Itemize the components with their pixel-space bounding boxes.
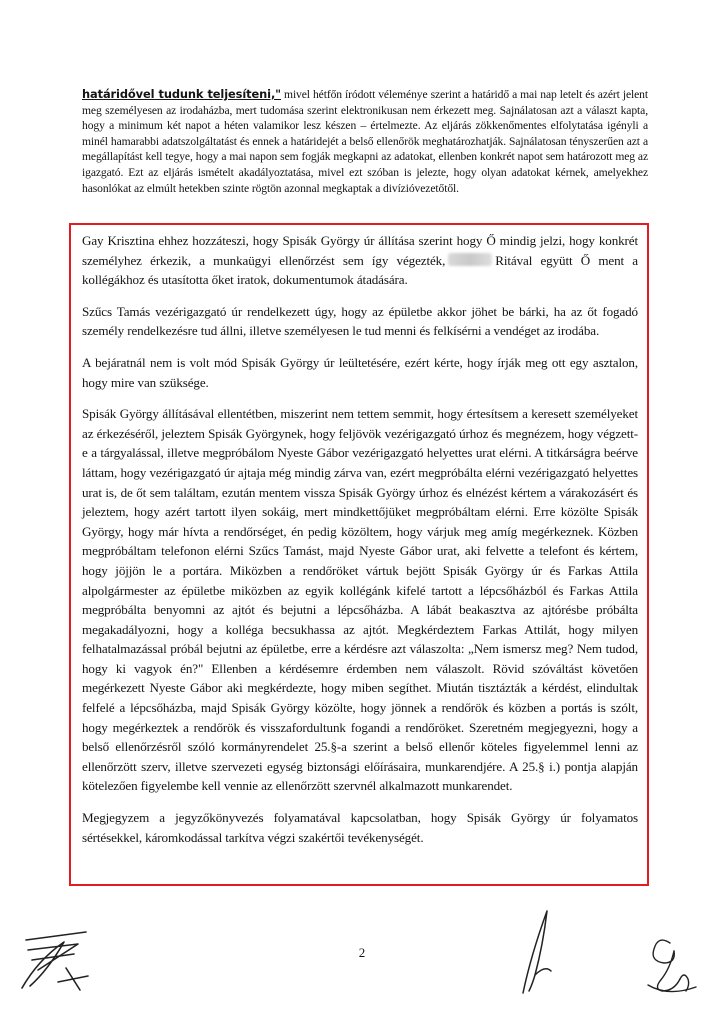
underlined-emphasis: határidővel tudunk teljesíteni," <box>82 87 281 101</box>
top-paragraph <box>82 87 648 196</box>
paragraph-2: Szűcs Tamás vezérigazgató úr rendelkezett úgy, hogy az épületbe akkor jöhet be bárki, ha az őt fogadó személy rendelkezésre tud állni, illetve személyesen le tud menni és felkísérni a vendéget az irodába. <box>82 303 638 339</box>
paragraph-5: Megjegyzem a jegyzőkönyvezés folyamatával kapcsolatban, hogy Spisák György úr folyamatos sértésekkel, káromkodással tarkítva végzi szakértői tevékenységét. <box>82 810 638 845</box>
redacted-name <box>448 253 492 266</box>
paragraph-3: A bejáratnál nem is volt mód Spisák György úr leültetésére, ezért kérte, hogy írják meg ott egy asztalon, hogy mire van szüksége. <box>82 354 638 390</box>
signature-middle <box>505 905 565 1000</box>
top-paragraph-text: mivel hétfőn íródott véleménye szerint a határidő a mai nap letelt és azért jelent meg személyesen az irodaházba, mert tudomása szerint elektronikusan nem érkezett meg. Sajnálatosan azt a választ kapta, hogy a minimum két napot a héten valamikor lesz készen – értelmezte. Az eljárás zökkenőmentes elfolytatása igényli a minél hamarabbi adatszolgáltatást és ennek a határidejét a belső ellenőrök meghatározhatják. Sajnálatosan tényszerűen azt a megállapítást kell tegye, hogy a mai napon sem fogják megkapni az adatokat, ellenben konkrét napot sem határozott meg az igazgató. Ezt az eljárás ismételt akadályoztatása, mivel ezt szóban is jelezte, hogy olyan adatokat kérnek, amelyekhez hasonlókat az elmúlt hetekben szinte rögtön azonnal megkaptak a divízióvezetőtől. <box>82 88 648 195</box>
paragraph-1 <box>82 231 638 290</box>
paragraph-1-start: Gay Krisztina ehhez hozzáteszi, hogy Spisák György úr állítása szerint hogy Ő mindig jelzi, hogy konkrét személyhez érkezik, a munkaügyi ellenőrzést sem így végezték, <box>82 233 638 268</box>
initials-signature-left <box>18 920 98 995</box>
paragraph-4: Spisák György állításával ellentétben, miszerint nem tettem semmit, hogy értesítsem a keresett személyeket az érkezéséről, jeleztem Spisák Györgynek, hogy feljövök vezérigazgató úrhoz és megnézem, hogy végzett-e a tárgyalással, illetve megpróbálom Nyeste Gábor vezérigazgató helyettes urat elérni. A titkárságra beérve láttam, hogy vezérigazgató úr ajtaja még mindig zárva van, ezért megpróbálta elérni vezérigazgató helyettes urat is, de őt sem találtam, ezután mentem vissza Spisák György úrhoz és elnézést kértem a várakozásért és jeleztem, hogy azért tartott ilyen sokáig, mert mindkettőjüket megpróbáltam elérni. Erre közölte Spisák György, hogy már hívta a rendőrséget, én pedig közöltem, hogy várjuk meg amíg megérkeznek. Közben megpróbáltam telefonon elérni Szűcs Tamást, majd Nyeste Gábor urat, aki felvette a telefont és kértem, hogy jöjjön le a portára. Miközben a rendőröket vártuk bejött Spisák György úr és Farkas Attila alpolgármester az épületbe miközben az egyik kollégánk kifelé tartott a lépcsőházból és Farkas Attila megpróbálta benyomni az ajtót és bejutni a lépcsőházba. A lábát beakasztva az ajtórésbe próbálta megakadályozni, hogy a kolléga becsukhassa az ajtót. Megkérdeztem Farkas Attilát, hogy milyen felhatalmazással próbál bejutni az épületbe, erre a kérdésre azt válaszolta: „Nem ismersz meg? Nem tudod, hogy ki vagyok én?" Ellenben a kérdésemre érdemben nem válaszolt. Rövid szóváltást követően megérkezett Nyeste Gábor aki megkérdezte, hogy miben segíthet. Miután tisztázták a kérdést, elindultak felfelé a lépcsőházba, majd Spisák György közölte, hogy jönnek a rendőrök és közben a portás is szólt, hogy megérkeztek a rendőrök és visszafordultunk fogandi a rendőröket. Szeretném megjegyezni, hogy a belső ellenőrzésről szóló kormányrendelet 25.§-a szerint a belső ellenőr köteles figyelemmel lenni az ellenőrzött szerv, illetve szervezeti egység biztonsági előírásaira, munkarendjére. A 25.§ i.) pontja alapján kötelezően figyelembe kell vennie az ellenőrzött szervnél alkalmazott munkarendet. <box>82 406 638 794</box>
signature-right <box>640 925 710 1005</box>
page-number: 2 <box>358 945 366 960</box>
paragraph-1-end: Ritával együtt Ő ment a kollégákhoz és utasította őket iratok, dokumentumok átadására. <box>82 252 638 288</box>
highlighted-section <box>82 231 638 859</box>
